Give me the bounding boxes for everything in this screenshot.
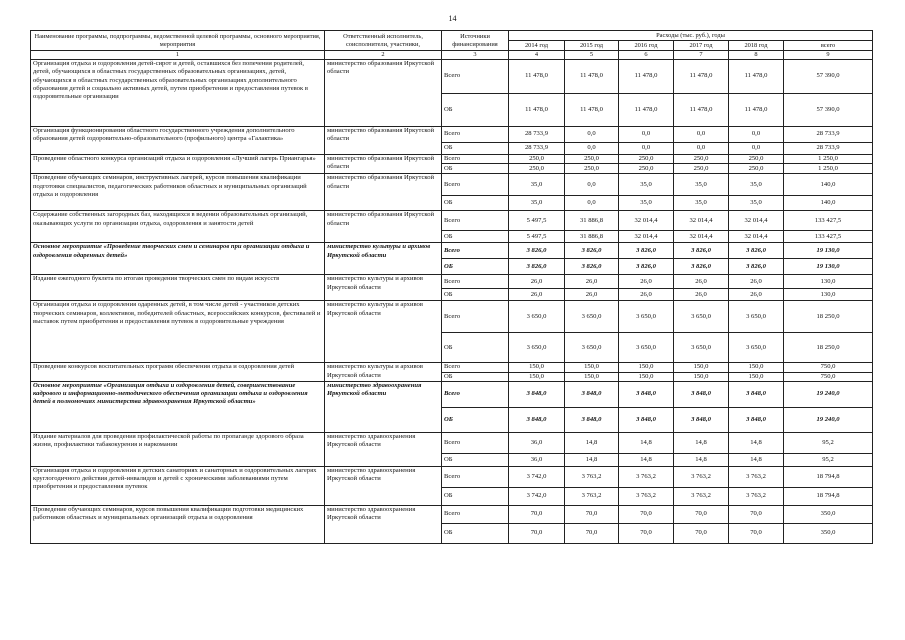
total-value: 350,0	[784, 523, 873, 543]
responsible-executor: министерство здравоохранения Иркутской области	[325, 466, 442, 505]
total-value: 18 250,0	[784, 333, 873, 363]
funding-source: ОБ	[442, 164, 509, 174]
funding-source: ОБ	[442, 333, 509, 363]
responsible-executor: министерство образования Иркутской области	[325, 211, 442, 243]
funding-source: ОБ	[442, 407, 509, 432]
funding-source: ОБ	[442, 487, 509, 505]
funding-source: Всего	[442, 127, 509, 143]
total-value: 140,0	[784, 174, 873, 196]
year-value: 26,0	[509, 289, 565, 301]
table-row	[31, 466, 873, 487]
funding-source: Всего	[442, 381, 509, 407]
column-index: 1	[31, 51, 325, 60]
year-value: 3 763,2	[729, 466, 784, 487]
activity-name: Проведение конкурсов воспитательных программ обеспечения отдыха и оздоровления детей	[31, 363, 325, 382]
year-value: 14,8	[729, 453, 784, 466]
year-value: 26,0	[565, 275, 619, 289]
year-value: 26,0	[565, 289, 619, 301]
year-value: 3 848,0	[509, 381, 565, 407]
year-value: 11 478,0	[619, 60, 674, 94]
year-value: 3 763,2	[565, 466, 619, 487]
year-value: 3 848,0	[565, 381, 619, 407]
table-row	[31, 211, 873, 231]
table-row	[31, 127, 873, 143]
year-value: 0,0	[674, 143, 729, 155]
activity-name: Издание ежегодного буклета по итогам проведения творческих смен по видам искусств	[31, 275, 325, 301]
funding-source: ОБ	[442, 289, 509, 301]
funding-source: ОБ	[442, 523, 509, 543]
funding-source: Всего	[442, 466, 509, 487]
year-value: 0,0	[565, 196, 619, 211]
year-value: 28 733,9	[509, 143, 565, 155]
activity-name: Организация отдыха и оздоровления в детских санаториях и санаторных и оздоровительных лагерях круглогодичного действия детей-инвалидов и детей с хроническими заболеваниями путем приобретения и предоставления путевок	[31, 466, 325, 505]
year-value: 0,0	[565, 127, 619, 143]
header-source: Источники финансирования	[442, 31, 509, 51]
column-index: 5	[565, 51, 619, 60]
year-value: 250,0	[509, 164, 565, 174]
column-index: 7	[674, 51, 729, 60]
responsible-executor: министерство образования Иркутской области	[325, 155, 442, 174]
table-row	[31, 155, 873, 164]
year-value: 150,0	[509, 372, 565, 381]
year-value: 3 848,0	[509, 407, 565, 432]
year-value: 3 650,0	[509, 301, 565, 333]
year-value: 250,0	[729, 155, 784, 164]
year-value: 0,0	[729, 143, 784, 155]
total-value: 750,0	[784, 372, 873, 381]
year-value: 3 763,2	[674, 466, 729, 487]
funding-source: Всего	[442, 243, 509, 259]
year-value: 14,8	[565, 453, 619, 466]
year-value: 250,0	[674, 155, 729, 164]
table-row	[31, 243, 873, 259]
table-row	[31, 60, 873, 94]
year-value: 32 014,4	[619, 231, 674, 243]
year-value: 3 742,0	[509, 487, 565, 505]
year-value: 14,8	[674, 453, 729, 466]
table-row	[31, 363, 873, 372]
responsible-executor: министерство здравоохранения Иркутской области	[325, 505, 442, 543]
year-value: 36,0	[509, 432, 565, 453]
responsible-executor: министерство здравоохранения Иркутской области	[325, 381, 442, 432]
activity-name: Проведение обучающих семинаров, инструктивных лагерей, курсов повышения квалификации подготовки специалистов, педагогических работников областных и муниципальных организаций отдыха и оздоровления	[31, 174, 325, 211]
year-value: 5 497,5	[509, 231, 565, 243]
year-value: 26,0	[674, 289, 729, 301]
total-value: 1 250,0	[784, 164, 873, 174]
activity-name: Основное мероприятие «Проведение творческих смен и семинаров при организации отдыха и оздоровления одаренных детей»	[31, 243, 325, 275]
year-value: 150,0	[565, 363, 619, 372]
funding-source: Всего	[442, 174, 509, 196]
table-row	[31, 174, 873, 196]
funding-source: Всего	[442, 301, 509, 333]
year-value: 35,0	[509, 174, 565, 196]
header-year: 2015 год	[565, 41, 619, 51]
year-value: 250,0	[619, 155, 674, 164]
funding-source: Всего	[442, 363, 509, 372]
funding-source: ОБ	[442, 259, 509, 275]
year-value: 3 848,0	[565, 407, 619, 432]
total-value: 133 427,5	[784, 211, 873, 231]
year-value: 3 650,0	[619, 333, 674, 363]
year-value: 0,0	[619, 127, 674, 143]
year-value: 150,0	[619, 372, 674, 381]
year-value: 11 478,0	[509, 94, 565, 127]
total-value: 57 390,0	[784, 94, 873, 127]
year-value: 31 886,8	[565, 211, 619, 231]
year-value: 11 478,0	[565, 60, 619, 94]
year-value: 70,0	[674, 523, 729, 543]
year-value: 3 763,2	[674, 487, 729, 505]
total-value: 1 250,0	[784, 155, 873, 164]
table-row	[31, 505, 873, 523]
year-value: 250,0	[729, 164, 784, 174]
year-value: 3 826,0	[729, 243, 784, 259]
year-value: 150,0	[619, 363, 674, 372]
header-total: всего	[784, 41, 873, 51]
year-value: 250,0	[619, 164, 674, 174]
year-value: 3 763,2	[619, 487, 674, 505]
year-value: 150,0	[674, 372, 729, 381]
total-value: 19 130,0	[784, 243, 873, 259]
funding-source: Всего	[442, 275, 509, 289]
year-value: 250,0	[509, 155, 565, 164]
year-value: 250,0	[674, 164, 729, 174]
activity-name: Проведение областного конкурса организаций отдыха и оздоровления «Лучший лагерь Приангарья»	[31, 155, 325, 174]
table-row	[31, 432, 873, 453]
funding-source: Всего	[442, 60, 509, 94]
funding-source: ОБ	[442, 94, 509, 127]
total-value: 19 240,0	[784, 407, 873, 432]
year-value: 3 650,0	[565, 301, 619, 333]
total-value: 18 794,8	[784, 466, 873, 487]
funding-source: ОБ	[442, 231, 509, 243]
year-value: 3 848,0	[674, 407, 729, 432]
year-value: 250,0	[565, 164, 619, 174]
year-value: 70,0	[509, 523, 565, 543]
funding-source: Всего	[442, 505, 509, 523]
year-value: 26,0	[619, 289, 674, 301]
activity-name: Организация отдыха и оздоровления детей-сирот и детей, оставшихся без попечения родителей, детей, обучающихся в областных государственных образовательных организациях, детей, обучающихся в областных государственных образовательных организациях дополнительного образования детей и социально активных детей, путем приобретения и предоставления путевок в оздоровительные организации	[31, 60, 325, 127]
activity-name: Проведение обучающих семинаров, курсов повышения квалификации подготовки медицинских работников областных и муниципальных организаций отдыха и оздоровления	[31, 505, 325, 543]
header-year: 2017 год	[674, 41, 729, 51]
total-value: 133 427,5	[784, 231, 873, 243]
activity-name: Издание материалов для проведения профилактической работы по пропаганде здорового образа жизни, профилактики табакокурения и наркомании	[31, 432, 325, 466]
year-value: 32 014,4	[729, 231, 784, 243]
year-value: 14,8	[619, 453, 674, 466]
year-value: 70,0	[619, 505, 674, 523]
total-value: 130,0	[784, 275, 873, 289]
year-value: 3 826,0	[729, 259, 784, 275]
total-value: 95,2	[784, 432, 873, 453]
page-number: 14	[448, 14, 457, 23]
funding-source: ОБ	[442, 196, 509, 211]
year-value: 14,8	[565, 432, 619, 453]
table-row	[31, 301, 873, 333]
year-value: 150,0	[674, 363, 729, 372]
funding-source: Всего	[442, 432, 509, 453]
header-name: Наименование программы, подпрограммы, ведомственной целевой программы, основного мероприятия, мероприятия	[31, 31, 325, 51]
header-expenses: Расходы (тыс. руб.), годы	[509, 31, 873, 41]
year-value: 3 848,0	[729, 407, 784, 432]
funding-source: Всего	[442, 155, 509, 164]
year-value: 150,0	[509, 363, 565, 372]
year-value: 70,0	[729, 505, 784, 523]
total-value: 750,0	[784, 363, 873, 372]
total-value: 19 240,0	[784, 381, 873, 407]
responsible-executor: министерство образования Иркутской области	[325, 60, 442, 127]
year-value: 70,0	[565, 523, 619, 543]
funding-source: ОБ	[442, 143, 509, 155]
year-value: 32 014,4	[729, 211, 784, 231]
year-value: 26,0	[619, 275, 674, 289]
year-value: 70,0	[509, 505, 565, 523]
year-value: 3 826,0	[565, 243, 619, 259]
year-value: 0,0	[619, 143, 674, 155]
year-value: 150,0	[729, 372, 784, 381]
year-value: 3 763,2	[565, 487, 619, 505]
header-executor: Ответственный исполнитель, соисполнители, участники,	[325, 31, 442, 51]
total-value: 19 130,0	[784, 259, 873, 275]
year-value: 3 650,0	[674, 333, 729, 363]
year-value: 32 014,4	[674, 231, 729, 243]
year-value: 26,0	[674, 275, 729, 289]
year-value: 35,0	[729, 196, 784, 211]
responsible-executor: министерство культуры и архивов Иркутской области	[325, 243, 442, 275]
year-value: 5 497,5	[509, 211, 565, 231]
year-value: 3 826,0	[674, 243, 729, 259]
year-value: 70,0	[565, 505, 619, 523]
year-value: 3 650,0	[619, 301, 674, 333]
year-value: 35,0	[729, 174, 784, 196]
year-value: 70,0	[729, 523, 784, 543]
responsible-executor: министерство образования Иркутской области	[325, 127, 442, 155]
year-value: 3 763,2	[619, 466, 674, 487]
column-index: 9	[784, 51, 873, 60]
total-value: 28 733,9	[784, 127, 873, 143]
year-value: 11 478,0	[565, 94, 619, 127]
year-value: 3 650,0	[509, 333, 565, 363]
year-value: 35,0	[619, 196, 674, 211]
year-value: 11 478,0	[509, 60, 565, 94]
year-value: 3 650,0	[729, 333, 784, 363]
column-index: 8	[729, 51, 784, 60]
year-value: 3 742,0	[509, 466, 565, 487]
responsible-executor: министерство образования Иркутской области	[325, 174, 442, 211]
year-value: 3 848,0	[674, 381, 729, 407]
year-value: 70,0	[619, 523, 674, 543]
year-value: 11 478,0	[729, 60, 784, 94]
year-value: 28 733,9	[509, 127, 565, 143]
column-index: 6	[619, 51, 674, 60]
year-value: 0,0	[565, 174, 619, 196]
year-value: 3 826,0	[619, 259, 674, 275]
total-value: 95,2	[784, 453, 873, 466]
year-value: 32 014,4	[674, 211, 729, 231]
year-value: 14,8	[674, 432, 729, 453]
year-value: 26,0	[729, 289, 784, 301]
year-value: 35,0	[674, 196, 729, 211]
year-value: 3 848,0	[619, 407, 674, 432]
year-value: 3 650,0	[674, 301, 729, 333]
year-value: 0,0	[565, 143, 619, 155]
responsible-executor: министерство здравоохранения Иркутской области	[325, 432, 442, 466]
year-value: 150,0	[729, 363, 784, 372]
year-value: 3 826,0	[509, 243, 565, 259]
total-value: 57 390,0	[784, 60, 873, 94]
year-value: 31 886,8	[565, 231, 619, 243]
year-value: 70,0	[674, 505, 729, 523]
total-value: 18 794,8	[784, 487, 873, 505]
year-value: 3 826,0	[565, 259, 619, 275]
total-value: 18 250,0	[784, 301, 873, 333]
year-value: 3 826,0	[619, 243, 674, 259]
year-value: 14,8	[729, 432, 784, 453]
header-year: 2016 год	[619, 41, 674, 51]
year-value: 3 848,0	[729, 381, 784, 407]
year-value: 3 826,0	[674, 259, 729, 275]
year-value: 11 478,0	[729, 94, 784, 127]
table-row	[31, 381, 873, 407]
column-index: 2	[325, 51, 442, 60]
total-value: 130,0	[784, 289, 873, 301]
activity-name: Организация отдыха и оздоровления одаренных детей, в том числе детей - участников детских творческих семинаров, коллективов, победителей областных, всероссийских конкурсов, фестивалей и выставок путем приобретения и предоставления путевок в оздоровительные учреждения	[31, 301, 325, 363]
total-value: 140,0	[784, 196, 873, 211]
activity-name: Основное мероприятие «Организация отдыха и оздоровления детей, совершенствование кадрового и информационно-методического обеспечения организации отдыха и оздоровления детей в полномочиях министерства здравоохранения Иркутской области»	[31, 381, 325, 432]
responsible-executor: министерство культуры и архивов Иркутской области	[325, 275, 442, 301]
header-year: 2018 год	[729, 41, 784, 51]
total-value: 28 733,9	[784, 143, 873, 155]
year-value: 32 014,4	[619, 211, 674, 231]
funding-source: ОБ	[442, 372, 509, 381]
column-index: 3	[442, 51, 509, 60]
responsible-executor: министерство культуры и архивов Иркутской области	[325, 301, 442, 363]
year-value: 3 848,0	[619, 381, 674, 407]
budget-table	[30, 30, 873, 544]
year-value: 26,0	[509, 275, 565, 289]
year-value: 35,0	[674, 174, 729, 196]
year-value: 35,0	[619, 174, 674, 196]
year-value: 11 478,0	[619, 94, 674, 127]
year-value: 3 763,2	[729, 487, 784, 505]
year-value: 0,0	[729, 127, 784, 143]
funding-source: ОБ	[442, 453, 509, 466]
funding-source: Всего	[442, 211, 509, 231]
year-value: 36,0	[509, 453, 565, 466]
year-value: 26,0	[729, 275, 784, 289]
column-index: 4	[509, 51, 565, 60]
year-value: 150,0	[565, 372, 619, 381]
total-value: 350,0	[784, 505, 873, 523]
year-value: 3 650,0	[565, 333, 619, 363]
header-year: 2014 год	[509, 41, 565, 51]
activity-name: Организация функционирования областного государственного учреждения дополнительного образования детей оздоровительно-образовательного (профильного) центра «Галактика»	[31, 127, 325, 155]
year-value: 3 826,0	[509, 259, 565, 275]
year-value: 250,0	[565, 155, 619, 164]
year-value: 35,0	[509, 196, 565, 211]
year-value: 14,8	[619, 432, 674, 453]
year-value: 3 650,0	[729, 301, 784, 333]
year-value: 11 478,0	[674, 60, 729, 94]
year-value: 0,0	[674, 127, 729, 143]
activity-name: Содержание собственных загородных баз, находящихся в ведении образовательных организаций, оказывающих услуги по организации отдыха, оздоровления и занятости детей	[31, 211, 325, 243]
responsible-executor: министерство культуры и архивов Иркутской области	[325, 363, 442, 382]
year-value: 11 478,0	[674, 94, 729, 127]
table-row	[31, 275, 873, 289]
